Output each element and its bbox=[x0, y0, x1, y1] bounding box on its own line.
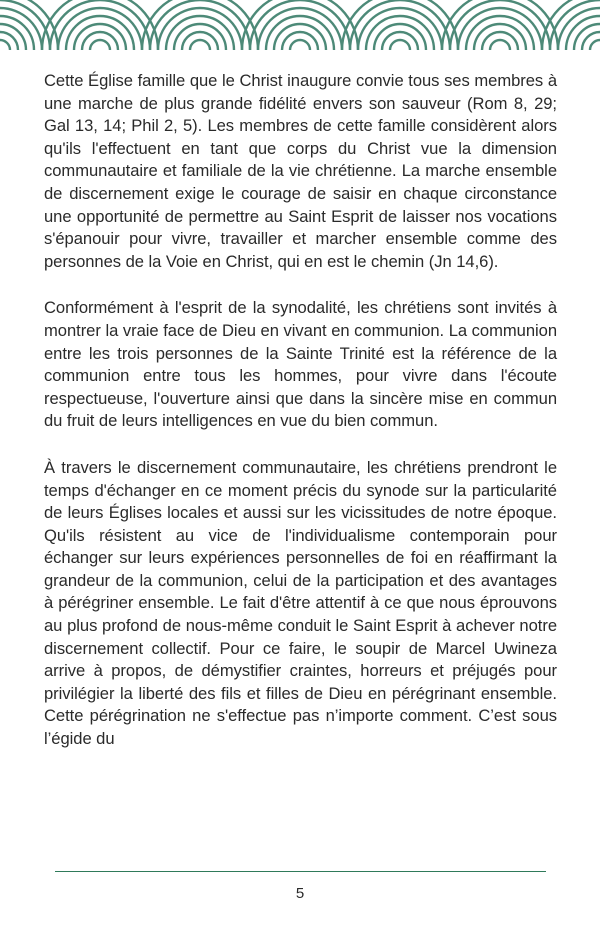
arc-ring bbox=[90, 40, 110, 50]
arc-ring bbox=[358, 8, 442, 50]
arc-ring bbox=[290, 40, 310, 50]
arc-ring bbox=[258, 8, 342, 50]
footer-divider bbox=[55, 871, 546, 872]
arc-ring bbox=[590, 40, 600, 50]
arc-ring bbox=[390, 40, 410, 50]
arc-ring bbox=[458, 8, 542, 50]
arc-ring bbox=[190, 40, 210, 50]
body-paragraph-2: Conformément à l'esprit de la synodalité, les chrétiens sont invités à montrer la vraie face de Dieu en vivant en communion. La communion entre les trois personnes de la Sainte Trinité est la référence de la communion entre tous les hommes, pour vivre dans l'écoute respectueuse, l'ouverture ainsi que dans la sincère mise en commun du fruit de leurs intelligences en vue du bien commun. bbox=[44, 298, 557, 431]
body-paragraph-1: Cette Église famille que le Christ inaugure convie tous ses membres à une marche de plus grande fidélité envers son sauveur (Rom 8, 29; Gal 13, 14; Phil 2, 5). Les membres de cette famille considèrent alors qu'ils l'effectuent en tant que corps du Christ vue la dimension communautaire et familiale de la vie chrétienne. La marche ensemble de discernement exige le courage de saisir en chaque circonstance une opportunité de permettre au Saint Esprit de laisser nos vocations s'épanouir pour vivre, travailler et marcher ensemble comme des personnes de la Voie en Christ, qui en est le chemin (Jn 14,6). bbox=[44, 71, 557, 271]
concentric-arcs-icon bbox=[0, 0, 600, 50]
arc-ring bbox=[58, 8, 142, 50]
arc-ring bbox=[0, 40, 10, 50]
page-number: 5 bbox=[295, 885, 305, 902]
arc-ring bbox=[158, 8, 242, 50]
page-body bbox=[44, 70, 557, 775]
header-decorative-banner bbox=[0, 0, 600, 50]
body-paragraph-3: À travers le discernement communautaire, les chrétiens prendront le temps d'échanger en ce moment précis du synode sur la particularité de leurs Églises locales et aussi sur les vicissitudes de notre époque. Qu'ils résistent au vice de l'individualisme contemporain pour échanger sur leurs expériences personnelles de foi en réaffirmant la grandeur de la communion, celui de la participation et des avantages à pérégriner ensemble. Le fait d'être attentif à ce que nous éprouvons au plus profond de nous-même conduit le Saint Esprit à achever notre discernement collectif. Pour ce faire, le soupir de Marcel Uwineza arrive à propos, de démystifier craintes, horreurs et préjugés pour privilégier la liberté des fils et filles de Dieu en pérégrinant ensemble. Cette pérégrination ne s'effectue pas n’importe comment. C’est sous l’égide du bbox=[44, 457, 557, 749]
arc-pattern bbox=[0, 0, 600, 50]
arc-ring bbox=[490, 40, 510, 50]
